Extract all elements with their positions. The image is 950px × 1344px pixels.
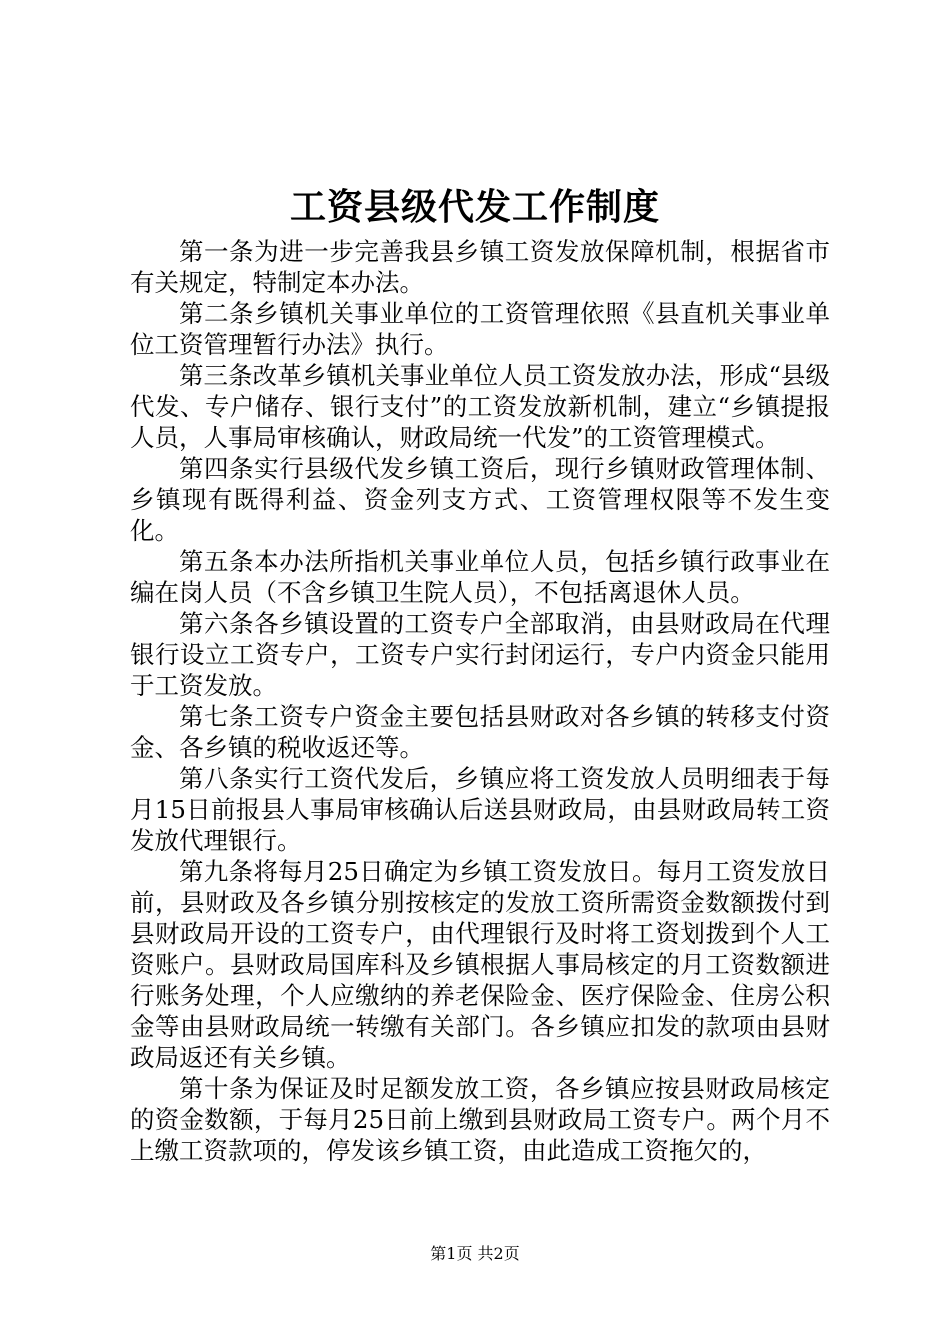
article-10-paragraph: 第十条为保证及时足额发放工资，各乡镇应按县财政局核定的资金数额，于每月25日前上缴到县财政局工资专户。两个月不上缴工资款项的，停发该乡镇工资，由此造成工资拖欠的， bbox=[130, 1074, 830, 1165]
article-4-paragraph: 第四条实行县级代发乡镇工资后，现行乡镇财政管理体制、乡镇现有既得利益、资金列支方式、工资管理权限等不发生变化。 bbox=[130, 454, 830, 545]
document-body bbox=[130, 236, 830, 1166]
page-number-footer: 第1页 共2页 bbox=[430, 1244, 520, 1263]
article-2-paragraph: 第二条乡镇机关事业单位的工资管理依照《县直机关事业单位工资管理暂行办法》执行。 bbox=[130, 299, 830, 359]
article-8-paragraph: 第八条实行工资代发后，乡镇应将工资发放人员明细表于每月15日前报县人事局审核确认后送县财政局，由县财政局转工资发放代理银行。 bbox=[130, 764, 830, 855]
article-9-paragraph: 第九条将每月25日确定为乡镇工资发放日。每月工资发放日前，县财政及各乡镇分别按核定的发放工资所需资金数额拨付到县财政局开设的工资专户，由代理银行及时将工资划拨到个人工资账户。县财政局国库科及乡镇根据人事局核定的月工资数额进行账务处理，个人应缴纳的养老保险金、医疗保险金、住房公积金等由县财政局统一转缴有关部门。各乡镇应扣发的款项由县财政局返还有关乡镇。 bbox=[130, 857, 830, 1072]
article-1-paragraph: 第一条为进一步完善我县乡镇工资发放保障机制，根据省市有关规定，特制定本办法。 bbox=[130, 237, 830, 297]
page-title: 工资县级代发工作制度 bbox=[289, 186, 660, 228]
article-6-paragraph: 第六条各乡镇设置的工资专户全部取消，由县财政局在代理银行设立工资专户，工资专户实行封闭运行，专户内资金只能用于工资发放。 bbox=[130, 609, 830, 700]
article-7-paragraph: 第七条工资专户资金主要包括县财政对各乡镇的转移支付资金、各乡镇的税收返还等。 bbox=[130, 702, 830, 762]
article-5-paragraph: 第五条本办法所指机关事业单位人员，包括乡镇行政事业在编在岗人员（不含乡镇卫生院人员），不包括离退休人员。 bbox=[130, 547, 830, 607]
article-3-paragraph: 第三条改革乡镇机关事业单位人员工资发放办法，形成“县级代发、专户储存、银行支付”的工资发放新机制，建立“乡镇提报人员，人事局审核确认，财政局统一代发”的工资管理模式。 bbox=[130, 361, 830, 452]
